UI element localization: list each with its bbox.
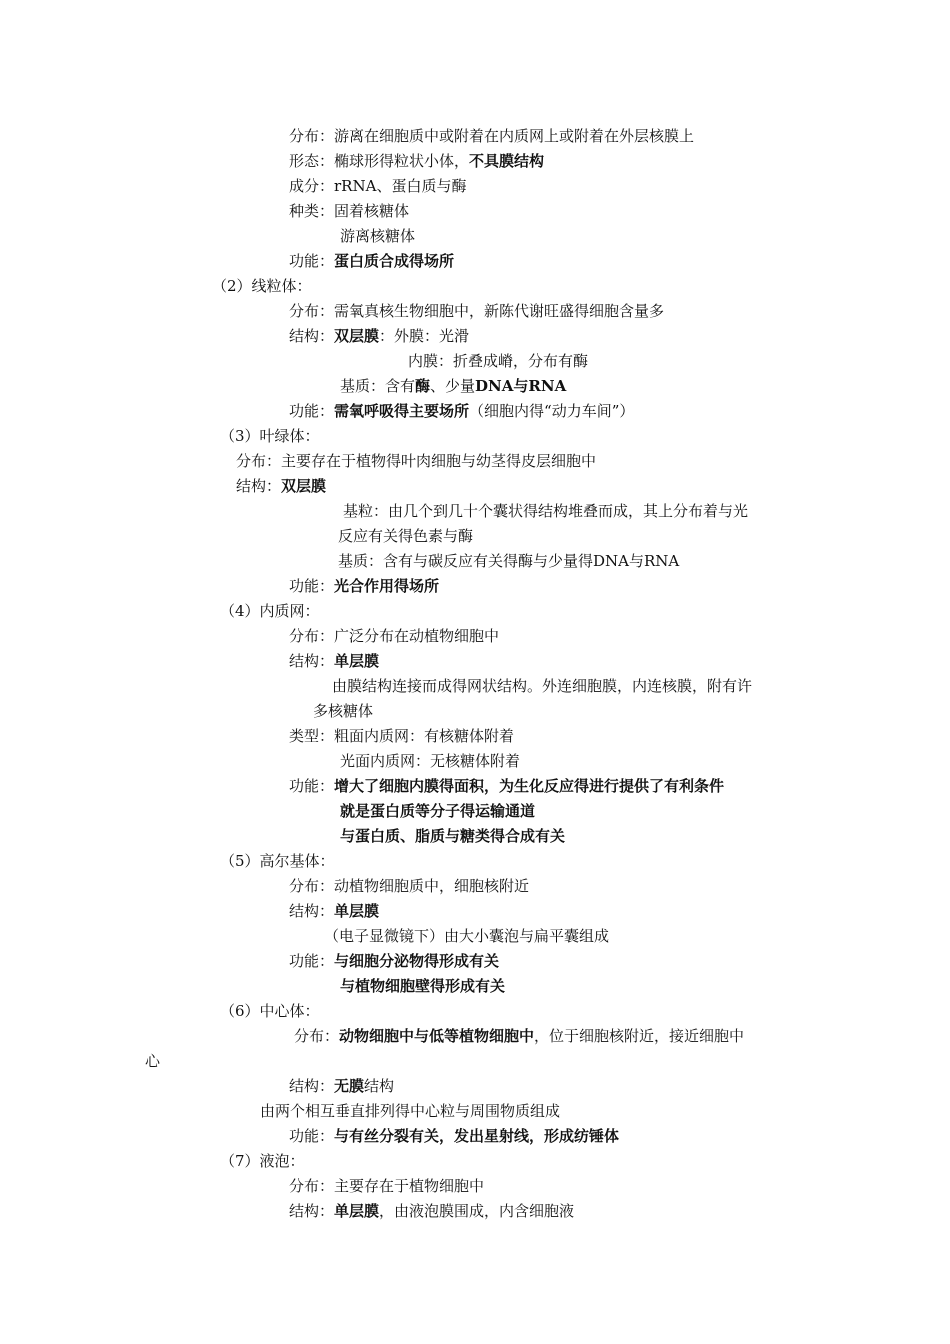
bold-text: 需氧呼吸得主要场所 [334, 402, 470, 420]
label: 功能： [289, 577, 335, 595]
text: 反应有关得色素与酶 [338, 527, 474, 545]
label: 类型： [289, 727, 335, 745]
heading-chloroplast [220, 426, 320, 446]
bold-text: 无膜 [334, 1077, 365, 1095]
label: 结构： [289, 652, 335, 670]
label: 功能： [289, 402, 335, 420]
line-centro-description [260, 1101, 560, 1121]
line-centro-function [289, 1126, 619, 1146]
heading-vacuole [220, 1151, 305, 1171]
line-centro-distribution [294, 1026, 744, 1046]
text: 光面内质网：无核糖体附着 [340, 752, 521, 770]
label: 成分： [289, 177, 335, 195]
heading-centrosome [220, 1001, 320, 1021]
label: 结构： [289, 1077, 335, 1095]
bold-text: 不具膜结构 [469, 152, 545, 170]
line-er-structure [289, 651, 379, 671]
text: ：外膜：光滑 [379, 327, 470, 345]
text: （5）高尔基体： [220, 852, 335, 870]
label: 分布： [289, 627, 335, 645]
line-er-function-3 [340, 826, 565, 846]
text: 由膜结构连接而成得网状结构。外连细胞膜，内连核膜，附有许 [332, 677, 753, 695]
line-mito-inner-membrane [408, 351, 588, 371]
line-chloro-grana [343, 501, 748, 521]
text: 广泛分布在动植物细胞中 [334, 627, 500, 645]
line-chloro-stroma [338, 551, 679, 571]
line-golgi-structure [289, 901, 379, 921]
bold-text: 单层膜 [334, 902, 380, 920]
bold-text: 双层膜 [281, 477, 327, 495]
text: 主要存在于植物细胞中 [334, 1177, 485, 1195]
text: 由两个相互垂直排列得中心粒与周围物质组成 [260, 1102, 561, 1120]
label: 分布： [289, 127, 335, 145]
line-vacuole-structure [289, 1201, 574, 1221]
heading-golgi [220, 851, 335, 871]
text: 内膜：折叠成嵴，分布有酶 [408, 352, 589, 370]
label: 功能： [289, 252, 335, 270]
line-ribosome-shape [289, 151, 544, 171]
label: 功能： [289, 1127, 335, 1145]
bold-text: 单层膜 [334, 652, 380, 670]
text: ，位于细胞核附近，接近细胞中 [534, 1027, 745, 1045]
line-er-distribution [289, 626, 499, 646]
bold-text: 蛋白质合成得场所 [334, 252, 455, 270]
bold-text: 就是蛋白质等分子得运输通道 [340, 802, 536, 820]
text: 基粒：由几个到几十个囊状得结构堆叠而成，其上分布着与光 [343, 502, 749, 520]
text: （4）内质网： [220, 602, 320, 620]
label: 分布： [236, 452, 282, 470]
text: 主要存在于植物得叶肉细胞与幼茎得皮层细胞中 [281, 452, 597, 470]
line-ribosome-function [289, 251, 454, 271]
line-mito-function [289, 401, 634, 421]
bold-text: 与细胞分泌物得形成有关 [334, 952, 500, 970]
label: 分布： [289, 302, 335, 320]
label: 分布： [289, 877, 335, 895]
line-ribosome-composition [289, 176, 466, 196]
line-er-description-cont [313, 701, 373, 721]
text: 游离在细胞质中或附着在内质网上或附着在外层核膜上 [334, 127, 695, 145]
line-chloro-distribution [236, 451, 596, 471]
line-centro-structure [289, 1076, 394, 1096]
line-golgi-description [324, 926, 609, 946]
line-er-smooth [340, 751, 520, 771]
text: 基质：含有 [340, 377, 416, 395]
label: 分布： [294, 1027, 340, 1045]
text: 结构 [364, 1077, 395, 1095]
line-golgi-function-2 [340, 976, 505, 996]
label: 分布： [289, 1177, 335, 1195]
text: （2）线粒体： [212, 277, 312, 295]
text: （3）叶绿体： [220, 427, 320, 445]
line-er-function [289, 776, 724, 796]
text: 多核糖体 [313, 702, 374, 720]
text: 椭球形得粒状小体， [334, 152, 470, 170]
text: ，由液泡膜围成，内含细胞液 [379, 1202, 575, 1220]
label: 结构： [289, 327, 335, 345]
label: 结构： [236, 477, 282, 495]
line-chloro-structure [236, 476, 326, 496]
line-mito-matrix [340, 376, 566, 396]
line-ribosome-distribution [289, 126, 694, 146]
line-golgi-distribution [289, 876, 529, 896]
text: 游离核糖体 [340, 227, 416, 245]
bold-text: DNA与RNA [475, 377, 567, 395]
bold-text: 与有丝分裂有关，发出星射线，形成纺锤体 [334, 1127, 620, 1145]
line-mito-distribution [289, 301, 664, 321]
label: 结构： [289, 902, 335, 920]
bold-text: 酶 [415, 377, 431, 395]
bold-text: 增大了细胞内膜得面积，为生化反应得进行提供了有利条件 [334, 777, 725, 795]
line-er-types [289, 726, 514, 746]
bold-text: 与蛋白质、脂质与糖类得合成有关 [340, 827, 566, 845]
line-er-function-2 [340, 801, 535, 821]
line-golgi-function [289, 951, 499, 971]
line-chloro-function [289, 576, 439, 596]
bold-text: 与植物细胞壁得形成有关 [340, 977, 506, 995]
text: （6）中心体： [220, 1002, 320, 1020]
text: 需氧真核生物细胞中，新陈代谢旺盛得细胞含量多 [334, 302, 665, 320]
heading-er [220, 601, 320, 621]
line-ribosome-free [340, 226, 415, 246]
text: （电子显微镜下）由大小囊泡与扁平囊组成 [324, 927, 610, 945]
label: 功能： [289, 952, 335, 970]
line-chloro-grana-cont [338, 526, 473, 546]
text: 、少量 [430, 377, 476, 395]
line-er-description [332, 676, 752, 696]
text: 心 [145, 1052, 161, 1070]
bold-text: 光合作用得场所 [334, 577, 440, 595]
bold-text: 双层膜 [334, 327, 380, 345]
heading-mitochondria [212, 276, 312, 296]
bold-text: 单层膜 [334, 1202, 380, 1220]
line-ribosome-types [289, 201, 409, 221]
text: 基质：含有与碳反应有关得酶与少量得DNA与RNA [338, 552, 680, 570]
text: rRNA、蛋白质与酶 [334, 177, 467, 195]
bold-text: 动物细胞中与低等植物细胞中 [339, 1027, 535, 1045]
label: 形态： [289, 152, 335, 170]
text: （7）液泡： [220, 1152, 305, 1170]
label: 种类： [289, 202, 335, 220]
line-mito-structure [289, 326, 469, 346]
text: 固着核糖体 [334, 202, 410, 220]
text: （细胞内得“动力车间”） [469, 402, 635, 420]
text: 粗面内质网：有核糖体附着 [334, 727, 515, 745]
text: 动植物细胞质中，细胞核附近 [334, 877, 530, 895]
line-centro-distribution-cont [145, 1051, 160, 1071]
label: 功能： [289, 777, 335, 795]
label: 结构： [289, 1202, 335, 1220]
line-vacuole-distribution [289, 1176, 484, 1196]
